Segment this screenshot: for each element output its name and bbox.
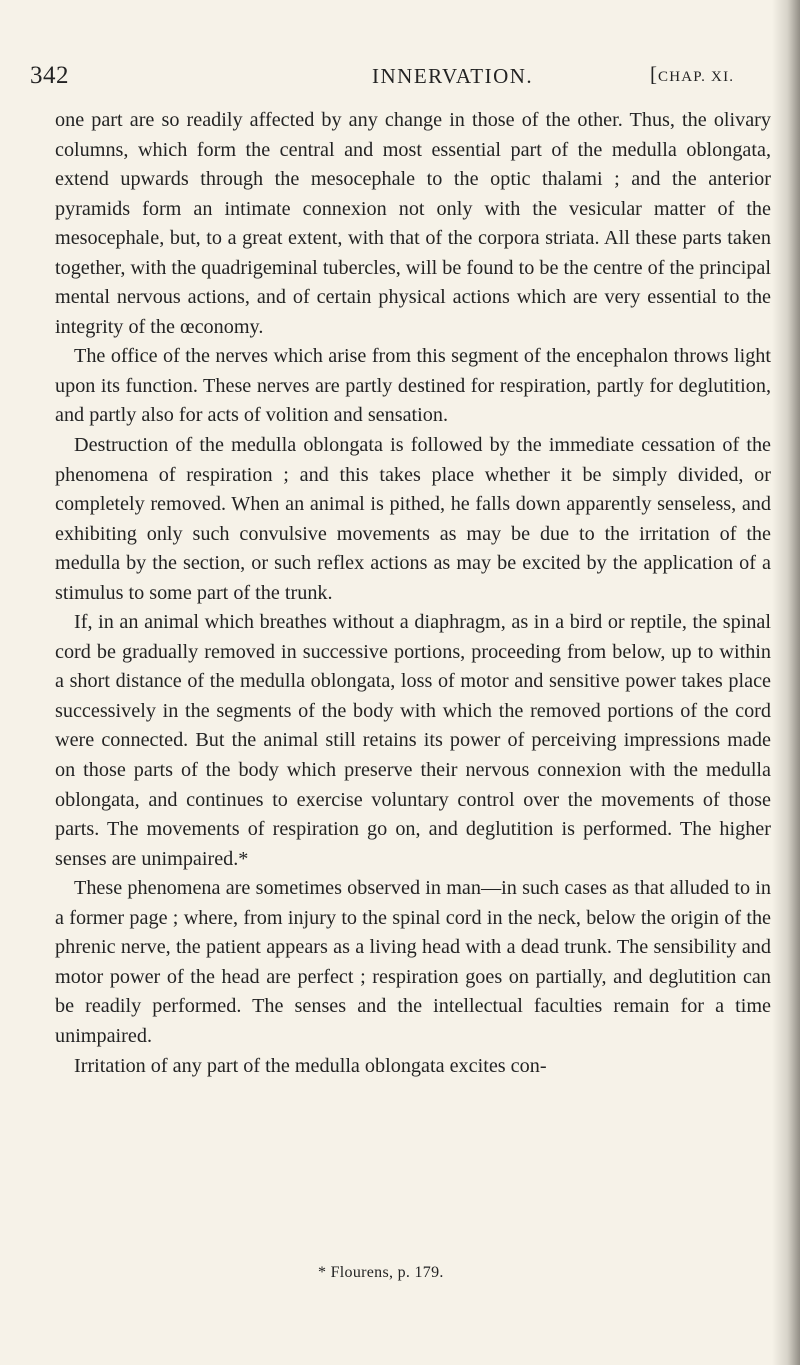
chapter-bracket: [ [650, 62, 658, 86]
paragraph: Irritation of any part of the medulla oblongata excites con- [74, 1054, 547, 1077]
footnote: * Flourens, p. 179. [318, 1264, 444, 1281]
paragraph-continuation: one part are so readily affected by any change in those of the other. Thus, the olivary columns, which form the central and most essential part of the medulla oblongata, extend upwards through the mesocephale to the optic thalami ; and the anterior pyramids form an intimate connexion not only with the vesicular matter of the mesocephale, but, to a great extent, with that of the corpora striata. All these parts taken together, with the quadrigeminal tubercles, will be found to be the centre of the principal mental nervous actions, and of certain physical actions which are very essential to the integrity of the œconomy. [55, 109, 771, 338]
page-number: 342 [30, 62, 69, 89]
paragraph: These phenomena are sometimes observed in man—in such cases as that alluded to in a former page ; where, from injury to the spinal cord in the neck, below the origin of the phrenic nerve, the patient appears as a living head with a dead trunk. The sensibility and motor power of the head are perfect ; respiration goes on partially, and deglutition can be readily performed. The senses and the intellectual faculties remain for a time unimpaired. [55, 877, 771, 1047]
chapter-label: CHAP. XI. [658, 69, 735, 85]
paragraph: If, in an animal which breathes without a diaphragm, as in a bird or reptile, the spinal cord be gradually removed in successive portions, proceeding from below, up to within a short distance of the medulla oblongata, loss of motor and sensitive power takes place successively in the segments of the body with which the removed portions of the cord were connected. But the animal still retains its power of perceiving impressions made on those parts of the body which preserve their nervous connexion with the medulla oblongata, and continues to exercise voluntary control over the movements of those parts. The movements of respiration go on, and deglutition is performed. The higher senses are unimpaired.* [55, 611, 771, 870]
page-edge-shadow [772, 0, 800, 1365]
paragraph: Destruction of the medulla oblongata is followed by the immediate cessation of the phenomena of respiration ; and this takes place whether it be simply divided, or completely removed. When an animal is pithed, he falls down apparently senseless, and exhibiting only such convulsive movements as may be due to the irritation of the medulla by the section, or such reflex actions as may be excited by the application of a stimulus to some part of the trunk. [55, 434, 771, 604]
page-header [30, 62, 775, 98]
paragraph: The office of the nerves which arise from this segment of the encephalon throws light upon its function. These nerves are partly destined for respiration, partly for deglutition, and partly also for acts of volition and sensation. [55, 345, 771, 427]
running-title: INNERVATION. [372, 64, 534, 88]
body-text [55, 106, 771, 1081]
chapter-reference [650, 62, 734, 87]
